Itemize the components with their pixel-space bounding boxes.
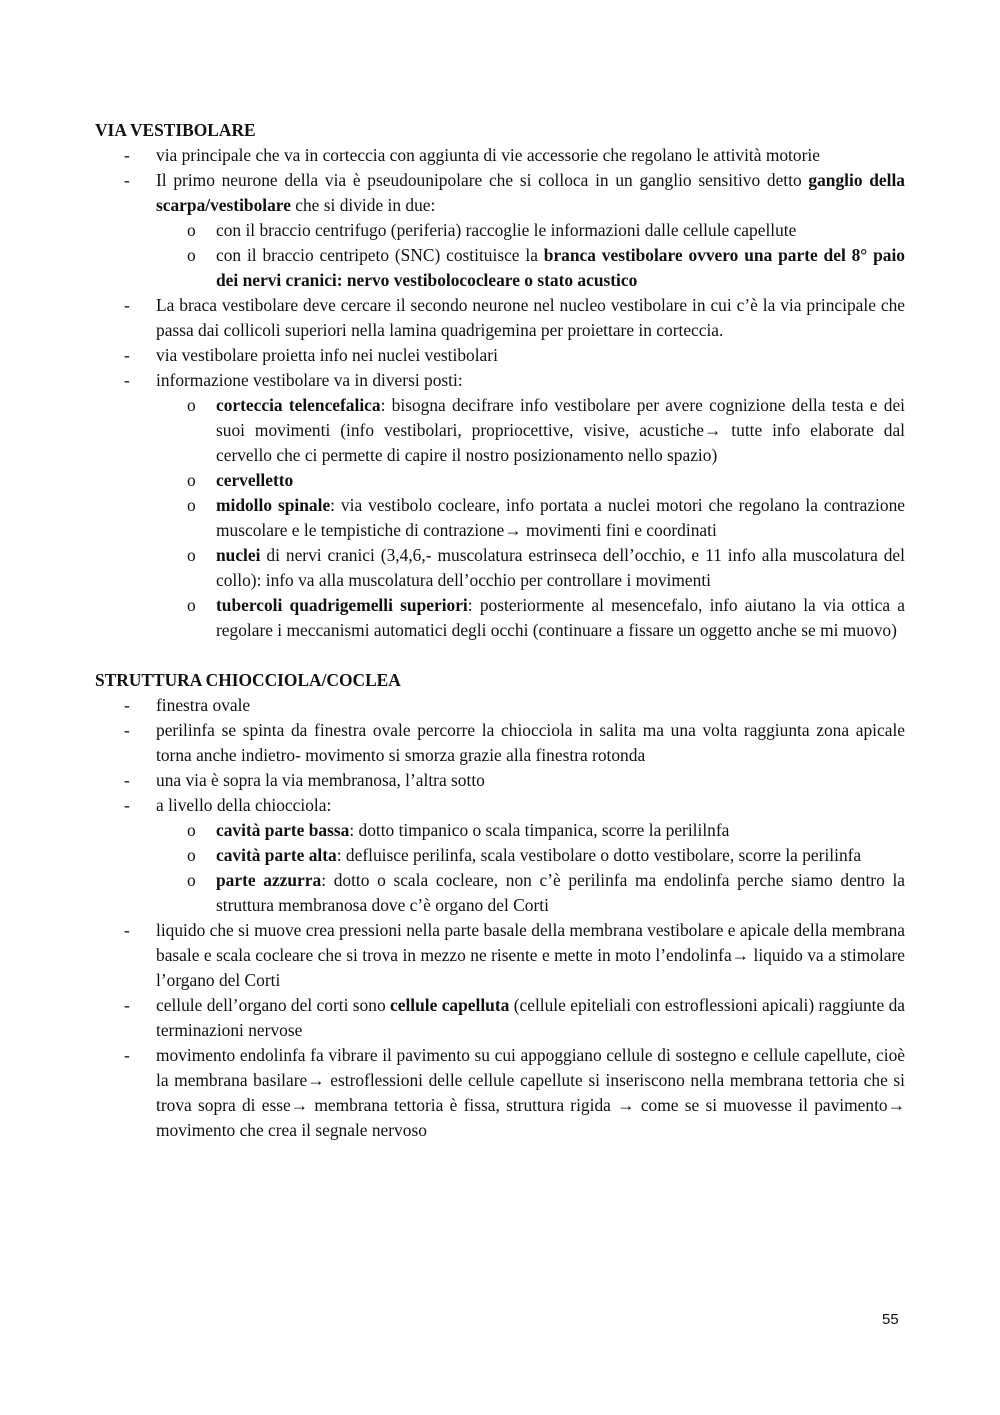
section-heading: STRUTTURA CHIOCCIOLA/COCLEA xyxy=(95,670,401,690)
text-run: La braca vestibolare deve cercare il secondo neurone nel nucleo vestibolare in cui c’è la via principale che passa dai collicoli superiori nella lamina quadrigemina per proiettare in corteccia. xyxy=(156,295,905,340)
bold-term: cellule capelluta xyxy=(390,995,510,1015)
text-run: con il braccio centripeto (SNC) costituisce la xyxy=(216,245,544,265)
sub-list-item xyxy=(95,493,905,543)
text-run: : dotto o scala cocleare, non c’è perilinfa ma endolinfa perche siamo dentro la struttura membranosa dove c’è organo del Corti xyxy=(216,870,906,915)
bold-term: nuclei xyxy=(216,545,261,565)
text-run: con il braccio centrifugo (periferia) raccoglie le informazioni dalle cellule capellute xyxy=(216,220,797,240)
bold-term: ganglio della scarpa/vestibolare xyxy=(156,170,905,215)
text-run: informazione vestibolare va in diversi posti: xyxy=(156,370,463,390)
bold-term: branca vestibolare ovvero una parte del 8° paio dei nervi cranici: nervo vestibolococleare o stato acustico xyxy=(216,245,906,290)
text-run: perilinfa se spinta da finestra ovale percorre la chiocciola in salita ma una volta raggiunta zona apicale torna anche indietro- movimento si smorza grazie alla finestra rotonda xyxy=(156,720,905,765)
bullet-list xyxy=(95,693,905,1143)
bold-term: cervelletto xyxy=(216,470,294,490)
sub-list-item xyxy=(95,818,905,843)
bold-term: parte azzurra xyxy=(216,870,322,890)
list-item xyxy=(95,693,905,718)
text-run: : defluisce perilinfa, scala vestibolare o dotto vestibolare, scorre la perilinfa xyxy=(336,845,862,865)
text-run: a livello della chiocciola: xyxy=(156,795,332,815)
text-run: via principale che va in corteccia con aggiunta di vie accessorie che regolano le attività motorie xyxy=(156,145,820,165)
text-run: : bisogna decifrare info vestibolare per avere cognizione della testa e dei suoi movimenti (info vestibolari, propriocettive, visive, acustiche→ tutte info elaborate dal cervello che ci permette di capire il nostro posizionamento nello spazio) xyxy=(216,395,905,465)
list-item xyxy=(95,718,905,768)
text-run: liquido che si muove crea pressioni nella parte basale della membrana vestibolare e apicale della membrana basale e scala cocleare che si trova in mezzo ne risente e mette in moto l’endolinfa→ liquido va a stimolare l’organo del Corti xyxy=(156,920,905,990)
list-item xyxy=(95,793,905,818)
text-run: : via vestibolo cocleare, info portata a nuclei motori che regolano la contrazione muscolare e le tempistiche di contrazione→ movimenti fini e coordinati xyxy=(216,495,905,540)
bold-term: cavità parte alta xyxy=(216,845,337,865)
sub-list-item xyxy=(95,468,905,493)
list-item xyxy=(95,1043,905,1143)
sub-list-item xyxy=(95,868,905,918)
bold-term: cavità parte bassa xyxy=(216,820,350,840)
text-run: di nervi cranici (3,4,6,- muscolatura estrinseca dell’occhio, e 11 info alla muscolatura del collo): info va alla muscolatura dell’occhio per controllare i movimenti xyxy=(216,545,905,590)
bold-term: midollo spinale xyxy=(216,495,331,515)
text-run: (cellule epiteliali con estroflessioni apicali) raggiunte da terminazioni nervose xyxy=(156,995,905,1040)
sub-list-item xyxy=(95,218,905,243)
sub-list-item xyxy=(95,393,905,468)
text-run: : posteriormente al mesencefalo, info aiutano la via ottica a regolare i meccanismi automatici degli occhi (continuare a fissare un oggetto anche se mi muovo) xyxy=(216,595,905,640)
bullet-list xyxy=(95,143,905,643)
text-run: una via è sopra la via membranosa, l’altra sotto xyxy=(156,770,485,790)
list-item xyxy=(95,143,905,168)
list-item xyxy=(95,993,905,1043)
document-page xyxy=(95,118,905,1143)
list-item xyxy=(95,293,905,343)
text-run: via vestibolare proietta info nei nuclei vestibolari xyxy=(156,345,498,365)
text-run: cellule dell’organo del corti sono xyxy=(156,995,391,1015)
sub-list-item xyxy=(95,543,905,593)
text-run: che si divide in due: xyxy=(290,195,436,215)
text-run: finestra ovale xyxy=(156,695,251,715)
text-run: Il primo neurone della via è pseudounipolare che si colloca in un ganglio sensitivo detto xyxy=(156,170,809,190)
bold-term: corteccia telencefalica xyxy=(216,395,381,415)
sub-list-item xyxy=(95,593,905,643)
list-item xyxy=(95,368,905,393)
list-item xyxy=(95,918,905,993)
bold-term: tubercoli quadrigemelli superiori xyxy=(216,595,468,615)
sub-list-item xyxy=(95,243,905,293)
list-item xyxy=(95,768,905,793)
list-item xyxy=(95,168,905,218)
page-number: 55 xyxy=(882,1311,899,1328)
text-run: : dotto timpanico o scala timpanica, scorre la perililnfa xyxy=(349,820,730,840)
text-run: movimento endolinfa fa vibrare il pavimento su cui appoggiano cellule di sostegno e cellule capellute, cioè la membrana basilare→ estroflessioni delle cellule capellute si inseriscono nella membrana tettoria che si trova sopra di esse→ membrana tettoria è fissa, struttura rigida → come se si muovesse il pavimento→ movimento che crea il segnale nervoso xyxy=(156,1045,905,1140)
list-item xyxy=(95,343,905,368)
section-heading: VIA VESTIBOLARE xyxy=(95,120,256,140)
sub-list-item xyxy=(95,843,905,868)
